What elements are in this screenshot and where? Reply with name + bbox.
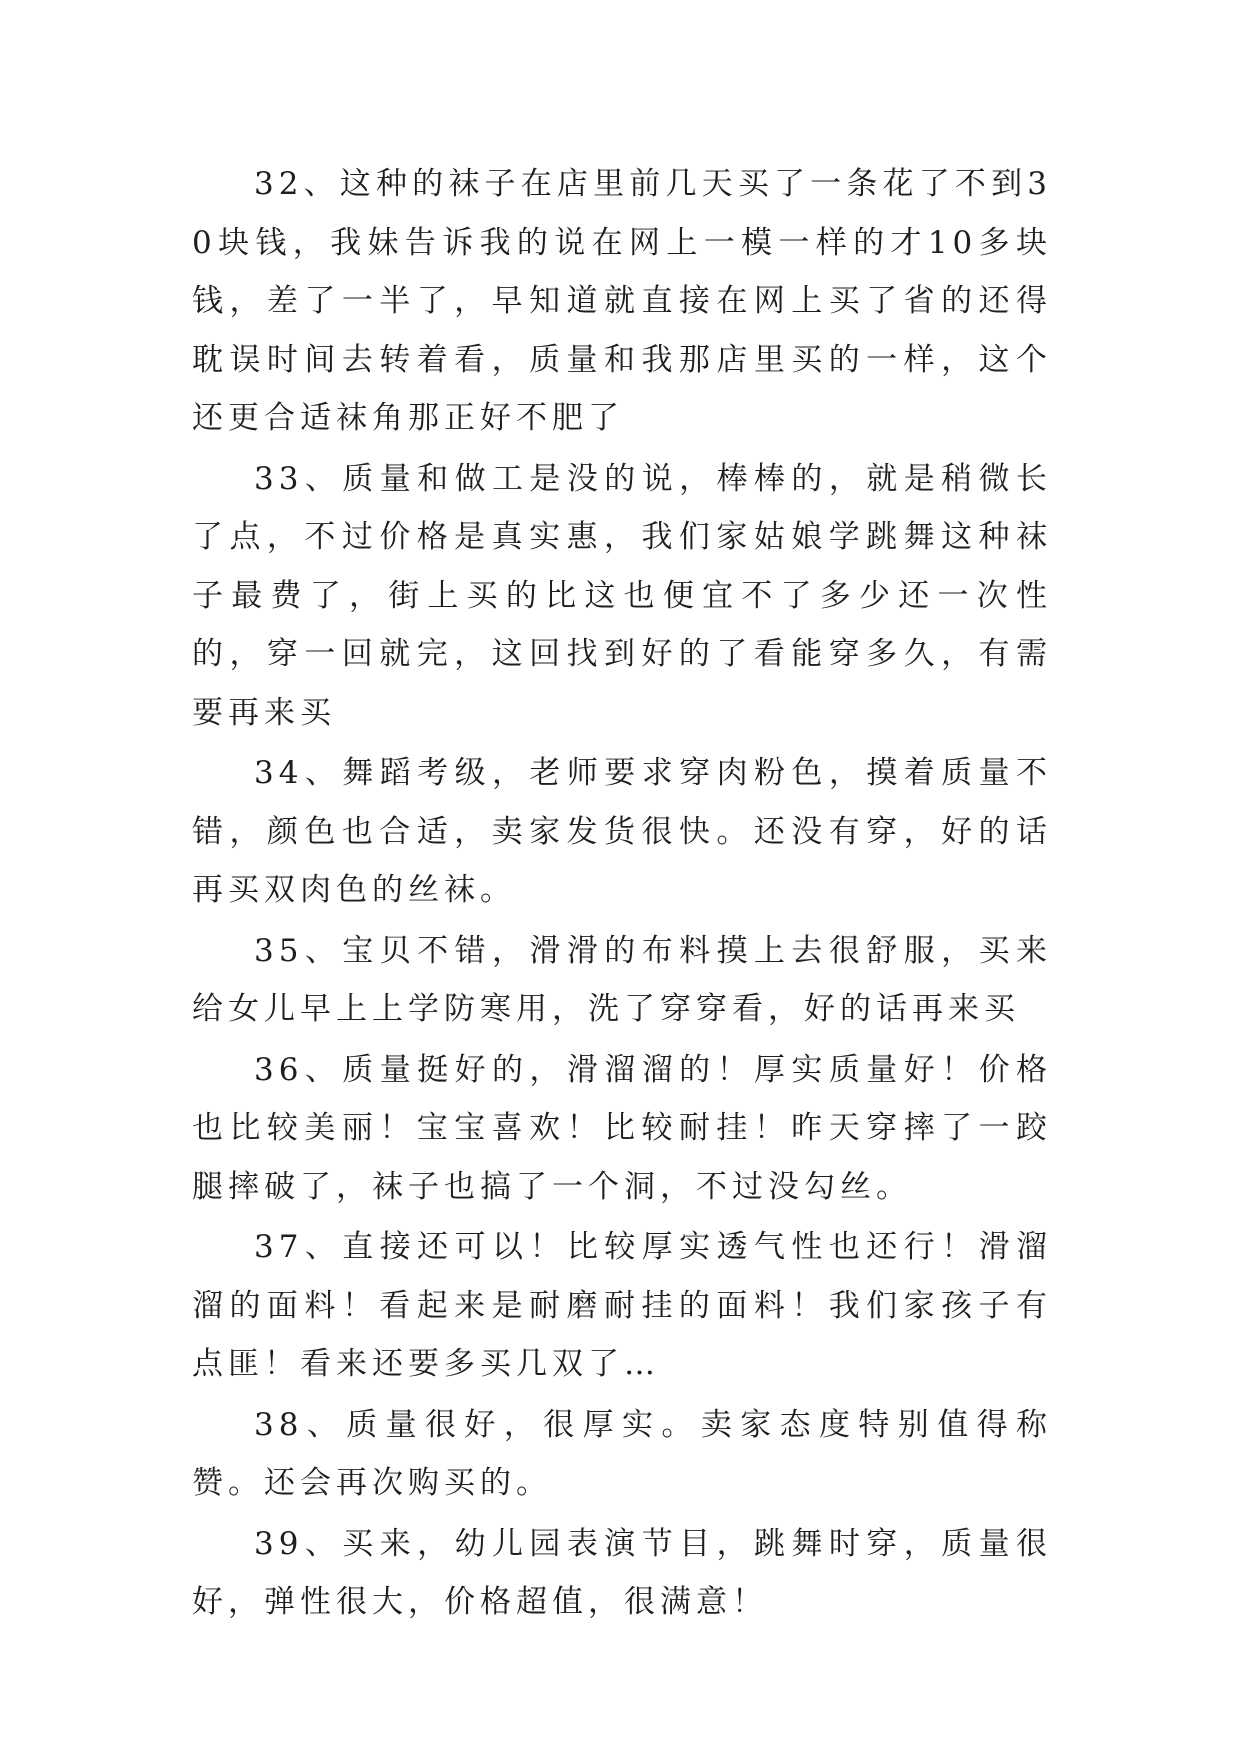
paragraph-32: 32、这种的袜子在店里前几天买了一条花了不到30块钱，我妹告诉我的说在网上一模一样的才10多块钱，差了一半了，早知道就直接在网上买了省的还得耽误时间去转着看，质量和我那店里买的一样，这个还更合适袜角那正好不肥了	[192, 166, 1052, 436]
document-body	[192, 155, 1052, 1634]
paragraph-38: 38、质量很好，很厚实。卖家态度特别值得称赞。还会再次购买的。	[192, 1406, 1052, 1501]
paragraph-35: 35、宝贝不错，滑滑的布料摸上去很舒服，买来给女儿早上上学防寒用，洗了穿穿看，好的话再来买	[192, 932, 1052, 1027]
paragraph-37: 37、直接还可以！比较厚实透气性也还行！滑溜溜的面料！看起来是耐磨耐挂的面料！我们家孩子有点匪！看来还要多买几双了…	[192, 1229, 1052, 1382]
paragraph-39: 39、买来，幼儿园表演节目，跳舞时穿，质量很好，弹性很大，价格超值，很满意！	[192, 1525, 1052, 1620]
paragraph-36: 36、质量挺好的，滑溜溜的！厚实质量好！价格也比较美丽！宝宝喜欢！比较耐挂！昨天穿摔了一跤腿摔破了，袜子也搞了一个洞，不过没勾丝。	[192, 1051, 1052, 1205]
paragraph-33: 33、质量和做工是没的说，棒棒的，就是稍微长了点，不过价格是真实惠，我们家姑娘学跳舞这种袜子最费了，街上买的比这也便宜不了多少还一次性的，穿一回就完，这回找到好的了看能穿多久，有需要再来买	[192, 460, 1052, 731]
paragraph-34: 34、舞蹈考级，老师要求穿肉粉色，摸着质量不错，颜色也合适，卖家发货很快。还没有穿，好的话再买双肉色的丝袜。	[192, 755, 1052, 908]
